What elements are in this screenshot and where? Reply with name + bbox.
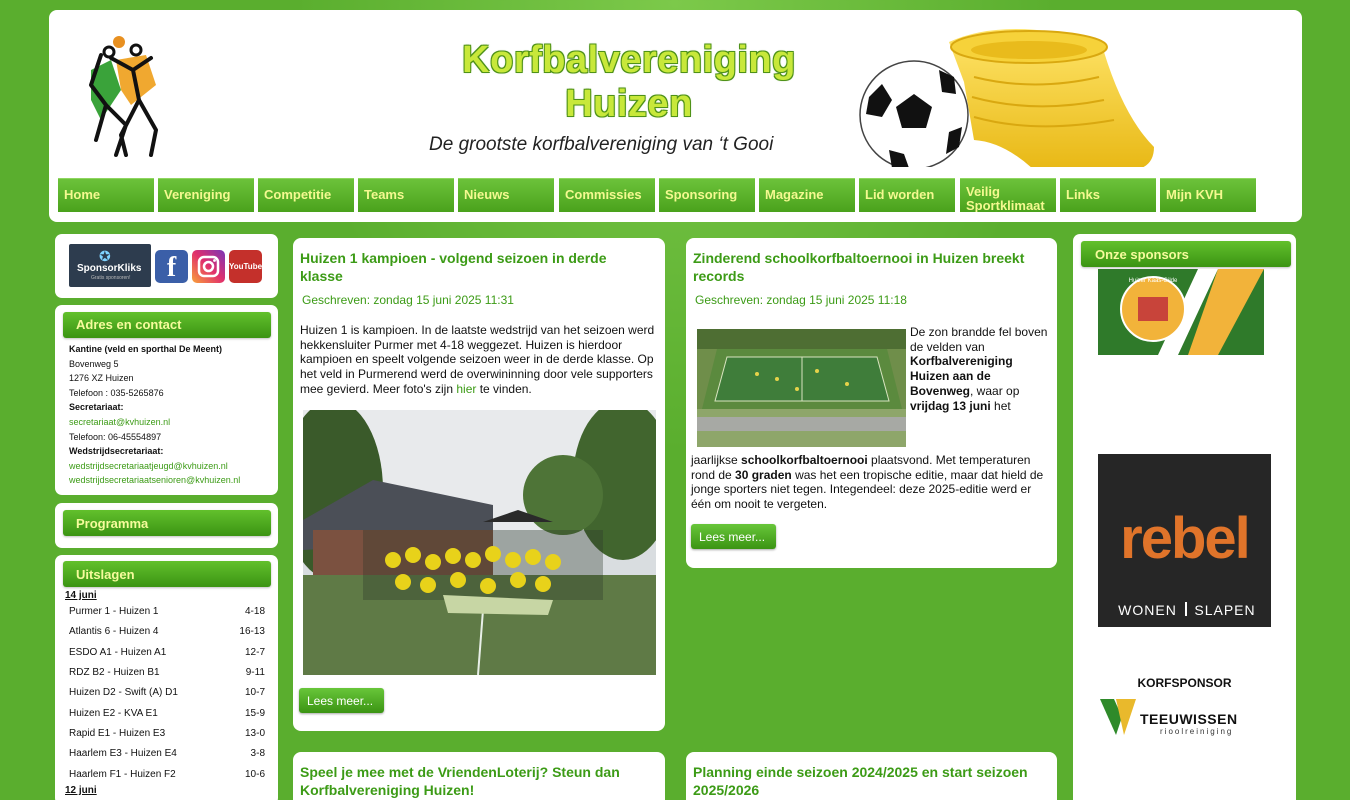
rebel-divider <box>1185 602 1187 616</box>
contact-phone: Telefoon : 035-5265876 <box>69 387 164 398</box>
article-bold: Korfbalvereniging Huizen aan de Bovenweg <box>910 354 1013 398</box>
site-header <box>49 10 1302 222</box>
results-date-1: 14 juni <box>65 590 97 601</box>
sponsorkliks-icon: ✪ <box>99 248 111 264</box>
wedstrijd-label: Wedstrijdsecretariaat: <box>69 446 164 457</box>
teeuwissen-name: TEEUWISSEN <box>1140 711 1238 727</box>
teeuwissen-sub: rioolreiniging <box>1160 727 1234 736</box>
result-row <box>69 769 265 780</box>
results-date-2: 12 juni <box>65 785 97 796</box>
result-score: 3-8 <box>250 748 265 759</box>
programma-box <box>55 503 278 548</box>
nav-sponsoring[interactable]: Sponsoring <box>659 178 755 212</box>
read-more-button[interactable]: Lees meer... <box>299 688 384 713</box>
article-text: , waar op <box>970 383 1020 398</box>
brand-name-line1: Korfbalvereniging <box>462 39 796 81</box>
nav-veilig-sportklimaat[interactable]: Veilig Sportklimaat <box>960 178 1056 212</box>
result-match: Huizen D2 - Swift (A) D1 <box>69 687 178 698</box>
article-title[interactable]: Zinderend schoolkorfbaltoernooi in Huizen breekt records <box>693 250 1025 284</box>
uitslagen-box <box>55 555 278 800</box>
teeuwissen-mark <box>1100 699 1140 735</box>
article-body <box>300 323 655 397</box>
result-score: 10-7 <box>244 687 265 698</box>
secretariaat-phone: Telefoon: 06-45554897 <box>69 431 162 442</box>
wedstrijd-senioren-email-link[interactable]: wedstrijdsecretariaatsenioren@kvhuizen.nl <box>69 475 241 486</box>
brand-name-line2: Huizen <box>565 83 693 125</box>
contact-lines <box>69 342 240 488</box>
wedstrijd-jeugd-email-link[interactable]: wedstrijdsecretariaatjeugd@kvhuizen.nl <box>69 460 228 471</box>
nav-competitie[interactable]: Competitie <box>258 178 354 212</box>
nav-mijn-kvh[interactable]: Mijn KVH <box>1160 178 1256 212</box>
teeuwissen-logo[interactable] <box>1100 699 1270 739</box>
team-celebration-photo[interactable] <box>303 410 656 675</box>
facebook-icon[interactable]: f <box>155 250 188 283</box>
sponsorkliks-logo[interactable] <box>69 244 151 287</box>
youtube-icon[interactable]: YouTube <box>229 250 262 283</box>
nav-lid-worden[interactable]: Lid worden <box>859 178 955 212</box>
article-text: plaatsvond. Met temperaturen rond de <box>691 453 1031 482</box>
gilde-text: Huizer Kaas-Gilde <box>1128 278 1178 284</box>
article-text: Huizen 1 is kampioen. In de laatste wedstrijd van het seizoen werd hekkensluiter Purmer met 4-18 weggezet. Huizen is hierdoor kampioen en speelt volgende seizoen weer in de derde klasse. Op het veld in Purmerend werd de overwininning door vele supporters mee gevierd. Meer foto's zijn <box>300 323 655 396</box>
result-match: RDZ B2 - Huizen B1 <box>69 667 160 678</box>
uitslagen-heading[interactable]: Uitslagen <box>63 561 271 587</box>
article-text: jaarlijkse <box>691 453 742 467</box>
result-row <box>69 647 265 658</box>
instagram-icon[interactable] <box>192 250 225 283</box>
korfsponsor-label: KORFSPONSOR <box>1137 676 1232 690</box>
secretariaat-email-link[interactable]: secretariaat@kvhuizen.nl <box>69 416 171 427</box>
result-row <box>69 708 265 719</box>
sponsors-box <box>1073 234 1296 800</box>
result-row <box>69 606 265 617</box>
result-match: Rapid E1 - Huizen E3 <box>69 728 166 739</box>
nav-teams[interactable]: Teams <box>358 178 454 212</box>
article-schoolkorfbaltoernooi <box>686 238 1057 568</box>
nav-nieuws[interactable]: Nieuws <box>458 178 554 212</box>
nav-home[interactable]: Home <box>58 178 154 212</box>
result-match: Haarlem E3 - Huizen E4 <box>69 748 177 759</box>
article-title[interactable]: Huizen 1 kampioen - volgend seizoen in derde klasse <box>300 250 607 284</box>
result-score: 13-0 <box>244 728 265 739</box>
result-row <box>69 728 265 739</box>
ball-and-korf-illustration <box>854 22 1164 167</box>
article-intro <box>910 325 1050 413</box>
result-score: 9-11 <box>245 667 265 678</box>
aerial-field-photo[interactable] <box>697 329 906 447</box>
nav-commissies[interactable]: Commissies <box>559 178 655 212</box>
instagram-glyph <box>192 250 225 283</box>
result-match: Haarlem F1 - Huizen F2 <box>69 769 176 780</box>
huizer-kaas-gilde-logo[interactable] <box>1098 269 1264 355</box>
result-score: 4-18 <box>244 606 265 617</box>
result-row <box>69 687 265 698</box>
article-body <box>691 453 1053 512</box>
contact-street: Bovenweg 5 <box>69 358 119 369</box>
article-text: het <box>990 398 1011 413</box>
rebel-name: rebel <box>1120 506 1249 571</box>
sponsorkliks-label: SponsorKliks <box>77 263 142 274</box>
brand-tagline: De grootste korfbalvereniging van ‘t Gooi <box>429 134 774 155</box>
result-row <box>69 626 265 637</box>
result-row <box>69 748 265 759</box>
rebel-sub2: SLAPEN <box>1194 602 1256 618</box>
brand-block <box>419 38 839 156</box>
result-match: ESDO A1 - Huizen A1 <box>69 647 167 658</box>
result-score: 15-9 <box>244 708 265 719</box>
result-score: 10-6 <box>244 769 265 780</box>
hier-link[interactable]: hier <box>456 381 477 396</box>
article-date: Geschreven: zondag 15 juni 2025 11:31 <box>302 293 514 307</box>
sponsorkliks-sub: Gratis sponsoren! <box>91 275 131 281</box>
article-title[interactable]: Speel je mee met de VriendenLoterij? Steun dan Korfbalvereniging Huizen! <box>300 764 620 798</box>
nav-magazine[interactable]: Magazine <box>759 178 855 212</box>
result-row <box>69 667 265 678</box>
article-bold: schoolkorfbaltoernooi <box>741 453 868 467</box>
contact-city: 1276 XZ Huizen <box>69 373 134 384</box>
rebel-sub1: WONEN <box>1118 602 1177 618</box>
contact-kantine: Kantine (veld en sporthal De Meent) <box>69 344 223 354</box>
social-links-box <box>55 234 278 298</box>
club-logo[interactable] <box>71 30 171 160</box>
article-title[interactable]: Planning einde seizoen 2024/2025 en start seizoen 2025/2026 <box>693 764 1028 798</box>
article-bold: 30 graden <box>735 467 792 482</box>
contact-heading: Adres en contact <box>63 312 271 338</box>
article-text: was het een tropische editie, maar dat hield de jonge sporters niet tegen. Integendeel: deze 2025-editie werd er één om nooit te vergeten. <box>691 467 1044 512</box>
result-match: Purmer 1 - Huizen 1 <box>69 606 159 617</box>
sponsors-heading: Onze sponsors <box>1081 241 1291 267</box>
secretariaat-label: Secretariaat: <box>69 402 124 413</box>
article-huizen1-kampioen <box>293 238 665 731</box>
article-planning-seizoen <box>686 752 1057 800</box>
article-bold: vrijdag 13 juni <box>910 398 991 413</box>
nav-vereniging[interactable]: Vereniging <box>158 178 254 212</box>
article-text-end: te vinden. <box>476 381 532 396</box>
rebel-logo[interactable] <box>1098 454 1271 627</box>
article-text: De zon brandde fel boven de velden van <box>910 325 1048 354</box>
result-score: 16-13 <box>239 626 265 637</box>
contact-box <box>55 305 278 495</box>
result-score: 12-7 <box>244 647 265 658</box>
result-match: Atlantis 6 - Huizen 4 <box>69 626 159 637</box>
programma-heading[interactable]: Programma <box>63 510 271 536</box>
nav-links[interactable]: Links <box>1060 178 1156 212</box>
read-more-button[interactable]: Lees meer... <box>691 524 776 549</box>
result-match: Huizen E2 - KVA E1 <box>69 708 158 719</box>
article-date: Geschreven: zondag 15 juni 2025 11:18 <box>695 293 907 307</box>
article-vriendenloterij <box>293 752 665 800</box>
